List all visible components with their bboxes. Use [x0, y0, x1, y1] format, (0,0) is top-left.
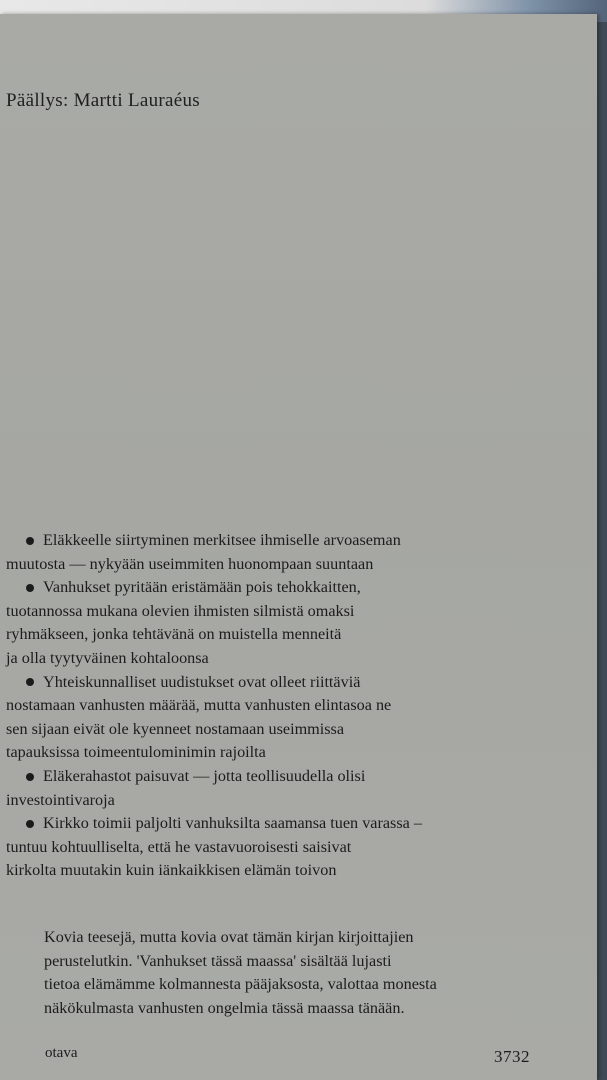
bullet-text: Vanhukset pyritään eristämään pois tehokkaitten, — [43, 578, 361, 597]
summary-line: näkökulmasta vanhusten ongelmia tässä maassa tänään. — [44, 998, 405, 1017]
bullet-text: ja olla tyytyväinen kohtaloonsa — [6, 648, 209, 667]
bullet-text: nostamaan vanhusten määrää, mutta vanhusten elintasoa ne — [6, 696, 392, 715]
bullet-list — [4, 529, 594, 883]
bullet-text: Yhteiskunnalliset uudistukset ovat olleet riittäviä — [43, 672, 361, 691]
publisher-name: otava — [45, 1045, 78, 1061]
cover-credit: Päällys: Martti Lauraéus — [6, 90, 200, 111]
bullet-text: muutosta — nykyään useimmiten huonompaan suuntaan — [6, 554, 374, 573]
bullet-text: tapauksissa toimeentulominimin rajoilta — [6, 743, 266, 762]
bullet-dot-icon — [26, 584, 34, 592]
bullet-dot-icon — [26, 773, 34, 781]
bullet-item — [4, 529, 594, 576]
bullet-text: investointivaroja — [6, 790, 115, 809]
summary-line: tietoa elämämme kolmannesta pääjaksosta, valottaa monesta — [44, 975, 437, 994]
bullet-text: kirkolta muutakin kuin iänkaikkisen elämän toivon — [6, 861, 337, 880]
summary-line: Kovia teesejä, mutta kovia ovat tämän kirjan kirjoittajien — [44, 928, 414, 946]
bullet-text: Eläkerahastot paisuvat — jotta teollisuudella olisi — [43, 766, 366, 785]
book-back-cover — [0, 14, 597, 1080]
bullet-dot-icon — [26, 537, 34, 545]
bullet-item — [4, 765, 594, 812]
bullet-text: Eläkkeelle siirtyminen merkitsee ihmiselle arvoaseman — [43, 531, 401, 549]
bullet-text: tuntuu kohtuulliselta, että he vastavuoroisesti saisivat — [6, 837, 352, 856]
summary-line: perustelutkin. 'Vanhukset tässä maassa' sisältää lujasti — [44, 951, 392, 970]
bullet-item — [4, 812, 594, 883]
bullet-text: Kirkko toimii paljolti vanhuksilta saamansa tuen varassa – — [43, 814, 422, 833]
bullet-text: sen sijaan eivät ole kyenneet nostamaan useimmissa — [6, 719, 345, 738]
bullet-dot-icon — [26, 678, 34, 686]
book-code: 3732 — [494, 1047, 530, 1066]
bullet-text: tuotannossa mukana olevien ihmisten silmistä omaksi — [6, 601, 355, 620]
bullet-text: ryhmäkseen, jonka tehtävänä on muistella menneitä — [6, 625, 342, 644]
summary-paragraph — [44, 926, 599, 1020]
bullet-item — [4, 671, 594, 765]
bullet-item — [4, 576, 594, 670]
bullet-dot-icon — [26, 820, 34, 828]
